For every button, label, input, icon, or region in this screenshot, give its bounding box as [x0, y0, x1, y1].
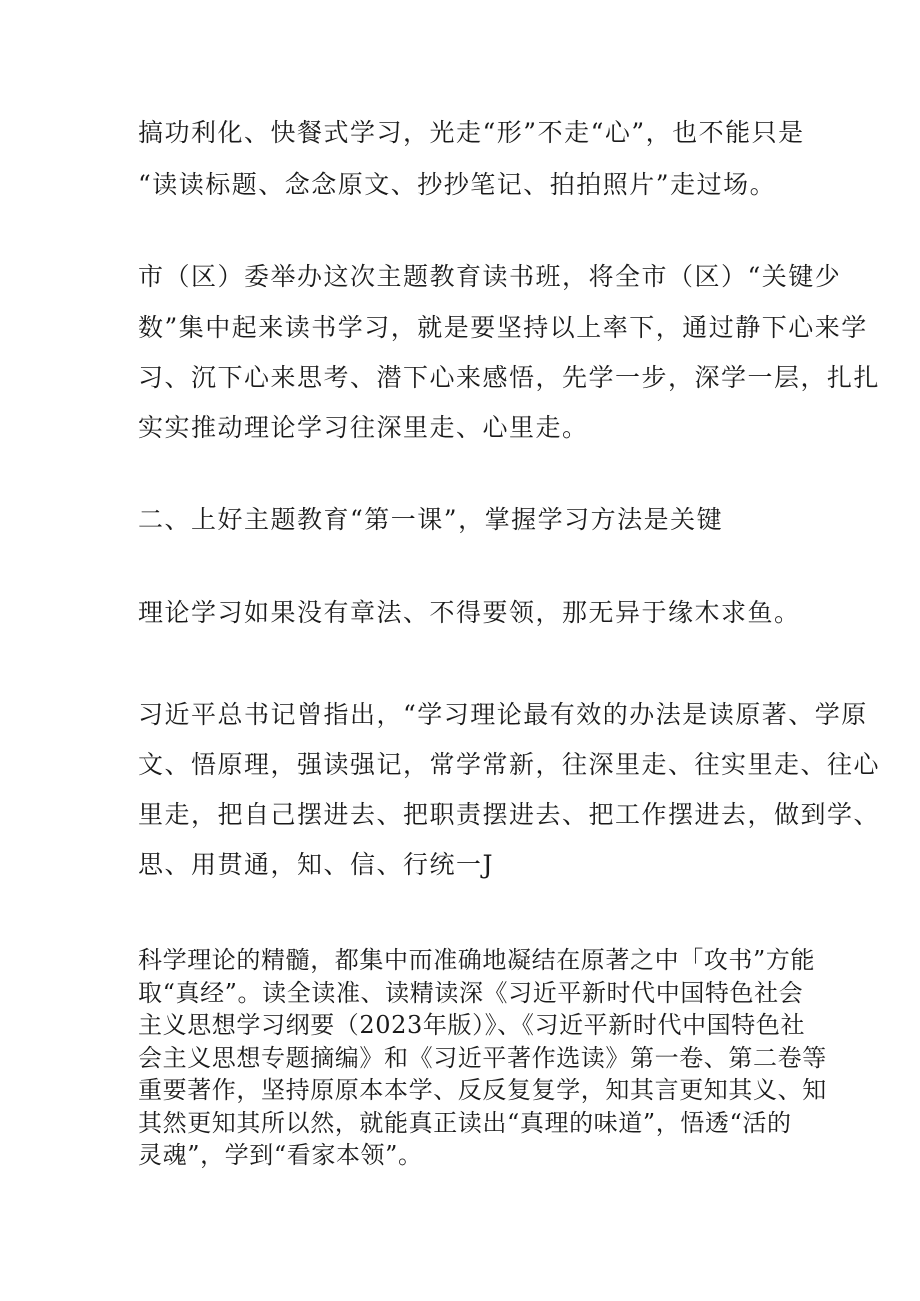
- paragraph-4-line-3: 里走，把自己摆进去、把职责摆进去、把工作摆进去，做到学、: [138, 800, 881, 829]
- paragraph-2-line-3: 习、沉下心来思考、潜下心来感悟，先学一步，深学一层，扎扎: [138, 363, 881, 392]
- paragraph-4-line-1: 习近平总书记曾指出，“学习理论最有效的办法是读原著、学原: [138, 700, 868, 729]
- paragraph-5-line-3: 主义思想学习纲要（2023年版）》、《习近平新时代中国特色社: [138, 1011, 806, 1039]
- paragraph-5-line-2: 取“真经”。读全读准、读精读深《习近平新时代中国特色社会: [138, 979, 804, 1007]
- paragraph-5-line-4: 会主义思想专题摘编》和《习近平著作选读》第一卷、第二卷等: [138, 1044, 827, 1072]
- paragraph-5-line-7: 灵魂”，学到“看家本领”。: [138, 1141, 423, 1169]
- paragraph-3-line-1: 理论学习如果没有章法、不得要领，那无异于缘木求鱼。: [138, 598, 801, 627]
- paragraph-2-line-1: 市（区）委举办这次主题教育读书班，将全市（区）“关键少: [138, 262, 842, 291]
- paragraph-4-line-2: 文、悟原理，强读强记，常学常新，往深里走、往实里走、往心: [138, 750, 881, 779]
- paragraph-4-line-4: 思、用贯通，知、信、行统一J: [138, 850, 495, 879]
- paragraph-5-line-1: 科学理论的精髓，都集中而准确地凝结在原著之中「攻书”方能: [138, 946, 816, 974]
- paragraph-2-line-2: 数”集中起来读书学习，就是要坚持以上率下，通过静下心来学: [138, 313, 868, 342]
- section-heading: 二、上好主题教育“第一课”，掌握学习方法是关键: [138, 505, 724, 534]
- paragraph-2-line-4: 实实推动理论学习往深里走、心里走。: [138, 413, 589, 442]
- paragraph-5-line-6: 其然更知其所以然，就能真正读出“真理的味道”，悟透“活的: [138, 1109, 792, 1137]
- paragraph-1-line-1: 搞功利化、快餐式学习，光走“形”不走“心”，也不能只是: [138, 118, 805, 147]
- paragraph-1-line-2: “读读标题、念念原文、抄抄笔记、拍拍照片”走过场。: [138, 170, 777, 199]
- paragraph-5-line-5: 重要著作，坚持原原本本学、反反复复学，知其言更知其义、知: [138, 1076, 827, 1104]
